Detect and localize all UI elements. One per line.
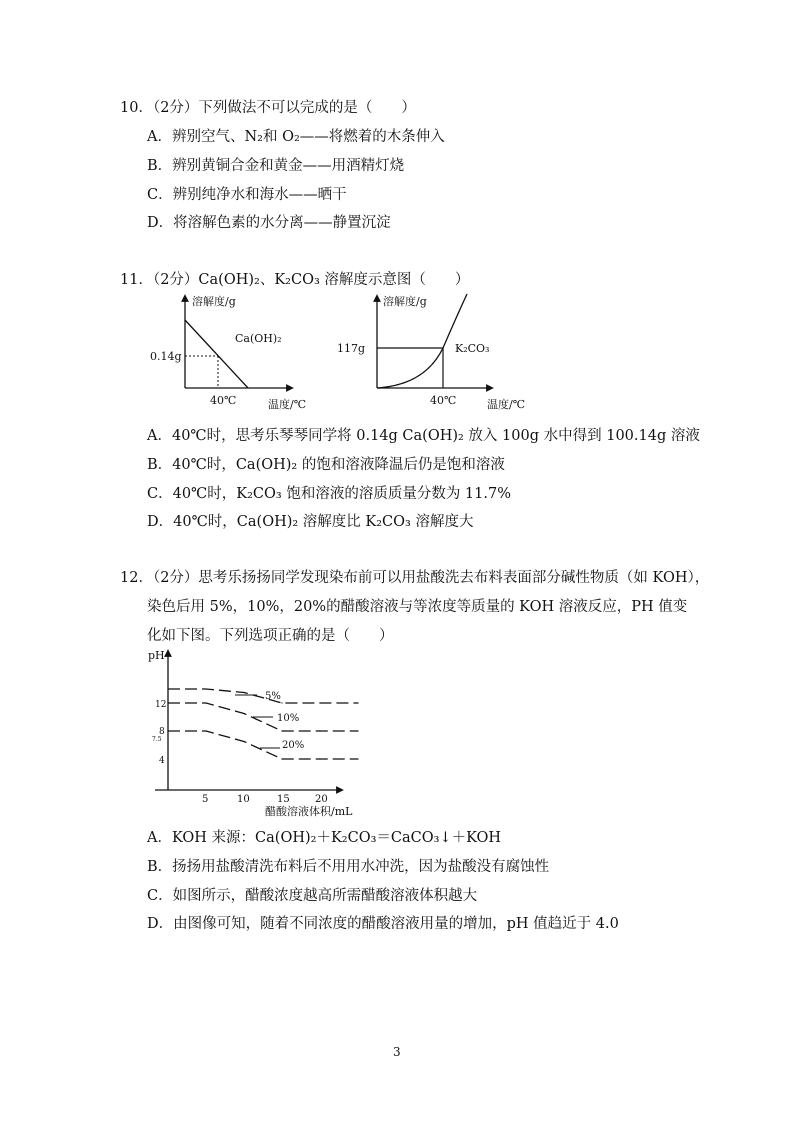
q12-option-d: D．由图像可知，随着不同浓度的醋酸溶液用量的增加，pH 值趋近于 4.0 [147, 916, 619, 932]
ph-chart-ylabel: pH [148, 649, 165, 662]
q10-option-d: D．将溶解色素的水分离——静置沉淀 [147, 215, 391, 231]
k2co3-curve [377, 294, 467, 388]
caoh2-solubility-chart [140, 290, 320, 415]
ph-series-point [357, 702, 358, 703]
q11-option-d: D．40℃时，Ca(OH)₂ 溶解度比 K₂CO₃ 溶解度大 [147, 514, 474, 530]
chart1-xlabel: 温度/℃ [268, 398, 307, 411]
ph-chart-xlabel: 醋酸溶液体积/mL [265, 805, 353, 818]
chart2-y-tick: 117g [337, 342, 366, 355]
q10-option-a: A．辨别空气、N₂和 O₂——将燃着的木条伸入 [147, 129, 445, 145]
chart2-ylabel: 溶解度/g [383, 295, 427, 308]
q10-stem: 10．（2分）下列做法不可以完成的是（ ） [120, 100, 416, 116]
chart1-ylabel: 溶解度/g [192, 295, 236, 308]
chart1-y-tick: 0.14g [150, 350, 182, 363]
ph-x-tick-15: 15 [277, 794, 290, 805]
ph-series-point [205, 730, 206, 731]
ph-series-point [319, 730, 320, 731]
ph-series-point [205, 702, 206, 703]
ph-series-label-20: 20% [282, 740, 305, 751]
ph-series-point [243, 692, 244, 693]
q12-option-c: C．如图所示，醋酸浓度越高所需醋酸溶液体积越大 [147, 888, 478, 904]
chart1-x-tick: 40℃ [210, 394, 237, 407]
q12-option-a: A．KOH 来源：Ca(OH)₂＋K₂CO₃＝CaCO₃↓＋KOH [147, 830, 502, 846]
ph-y-tick-4: 4 [159, 756, 165, 766]
ph-series-point [243, 741, 244, 742]
ph-series-point [357, 730, 358, 731]
chart2-xlabel: 温度/℃ [487, 398, 526, 411]
ph-series-point [357, 758, 358, 759]
q11-option-c: C．40℃时，K₂CO₃ 饱和溶液的溶质质量分数为 11.7% [147, 486, 511, 502]
ph-y-tick-8: 8 [159, 727, 165, 737]
ph-series-label-5: 5% [265, 691, 281, 702]
ph-series-line-20pct [168, 731, 358, 759]
ph-series-point [243, 713, 244, 714]
ph-series-point [319, 702, 320, 703]
q11-stem: 11．（2分）Ca(OH)₂、K₂CO₃ 溶解度示意图（ ） [120, 272, 470, 288]
q12-stem-line-1: 12．（2分）思考乐扬扬同学发现染布前可以用盐酸洗去布料表面部分碱性物质（如 KOH）， [120, 570, 710, 586]
chart2-series-label: K₂CO₃ [455, 342, 490, 355]
q12-stem-line-3: 化如下图。下列选项正确的是（ ） [147, 628, 394, 644]
ph-series-point [281, 702, 282, 703]
ph-series-point [281, 758, 282, 759]
ph-series-point [167, 702, 168, 703]
ph-y-tick-7-5: 7.5 [152, 736, 162, 743]
ph-chart [135, 645, 395, 820]
page-number: 3 [393, 1045, 401, 1059]
ph-y-tick-12: 12 [155, 700, 167, 710]
chart1-series-label: Ca(OH)₂ [235, 332, 282, 345]
ph-series-point [167, 688, 168, 689]
ph-series-label-10: 10% [277, 713, 300, 724]
ph-series-point [281, 730, 282, 731]
caoh2-curve [185, 320, 248, 388]
q11-option-a: A．40℃时，思考乐琴琴同学将 0.14g Ca(OH)₂ 放入 100g 水中得到 100.14g 溶液 [147, 428, 700, 444]
q12-option-b: B．扬扬用盐酸清洗布料后不用用水冲洗，因为盐酸没有腐蚀性 [147, 859, 550, 875]
chart2-x-tick: 40℃ [430, 394, 457, 407]
q10-option-c: C．辨别纯净水和海水——晒干 [147, 187, 347, 203]
ph-series-point [205, 688, 206, 689]
q10-option-b: B．辨别黄铜合金和黄金——用酒精灯烧 [147, 158, 405, 174]
ph-series-line-5pct [168, 689, 358, 703]
ph-x-tick-10: 10 [237, 794, 250, 805]
ph-series-point [319, 758, 320, 759]
q12-stem-line-2: 染色后用 5%，10%，20%的醋酸溶液与等浓度等质量的 KOH 溶液反应，PH 值变 [147, 599, 688, 615]
k2co3-solubility-chart [335, 290, 535, 415]
q11-option-b: B．40℃时，Ca(OH)₂ 的饱和溶液降温后仍是饱和溶液 [147, 457, 505, 473]
ph-series-point [167, 730, 168, 731]
ph-x-tick-5: 5 [202, 794, 209, 805]
ph-x-tick-20: 20 [315, 794, 328, 805]
